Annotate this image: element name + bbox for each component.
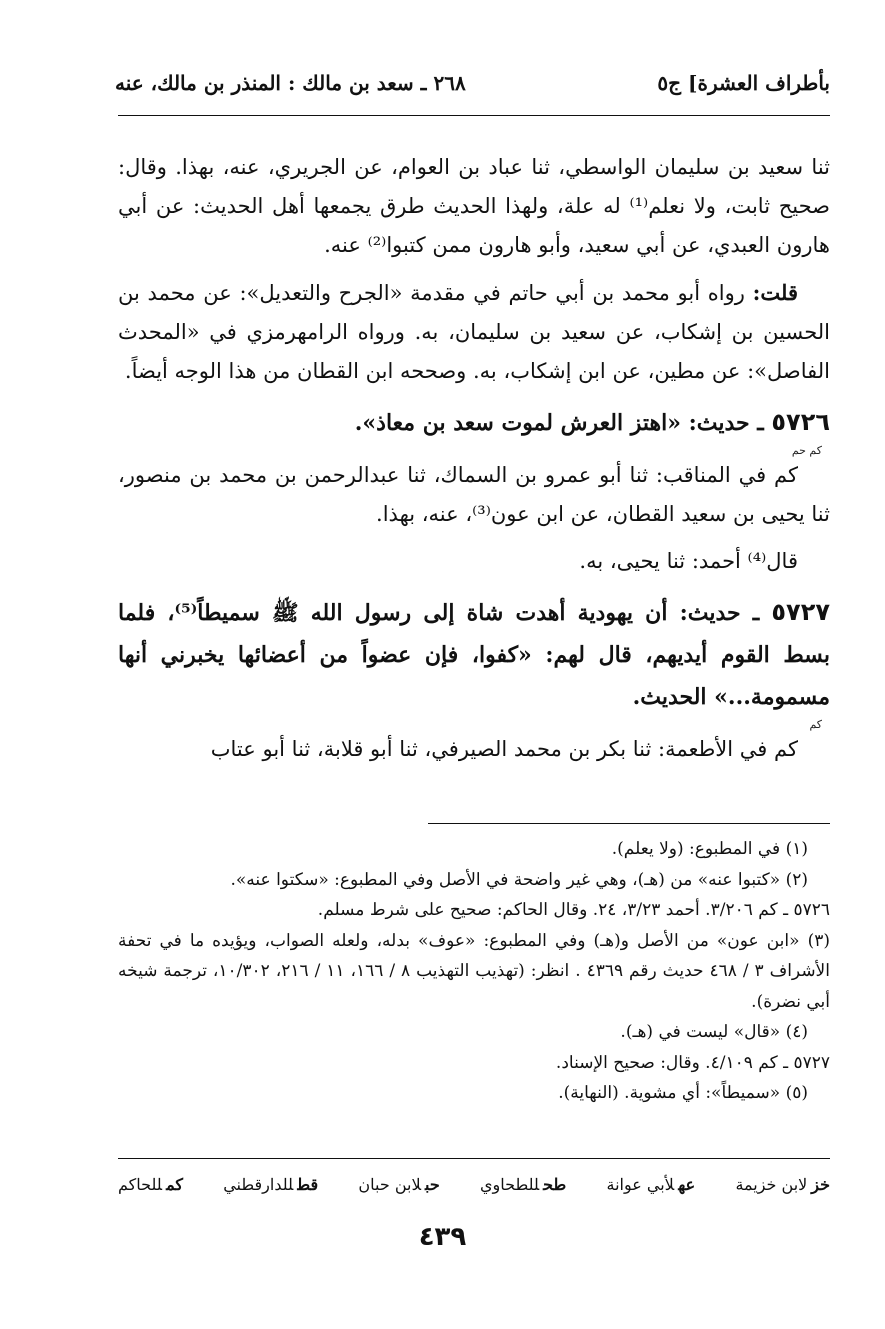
hadith-5727 bbox=[118, 591, 830, 718]
abbreviations-divider bbox=[118, 1158, 830, 1159]
abbreviation-item: حبلابن حبان bbox=[358, 1175, 440, 1194]
abbreviation-item: عهلأبي عوانة bbox=[606, 1175, 696, 1194]
footnote-2: (٢) «كتبوا عنه» من (هـ)، وهي غير واضحة في الأصل وفي المطبوع: «سكتوا عنه». bbox=[230, 869, 808, 890]
footnote-3: (٣) «ابن عون» من الأصل و(هـ) وفي المطبوع: «عوف» بدله، ولعله الصواب، ويؤيده ما في تحفة الأشراف ٣ / ٤٦٨ حديث رقم ٤٣٦٩ . انظر: (تهذيب التهذيب ٨ / ١٦٦، ١١ / ٢١٦، ١٠/٣٠٢، ترجمة شيخه أبي نضرة). bbox=[118, 930, 830, 1012]
abbreviation-item: خزلابن خزيمة bbox=[735, 1175, 830, 1194]
header-book-title: بأطراف العشرة] ج٥ bbox=[657, 71, 830, 95]
paragraph-2-text: رواه أبو محمد بن أبي حاتم في مقدمة «الجرح والتعديل»: عن محمد بن الحسين بن إشكاب، عن سعيد بن سليمان، به. ورواه الرامهرمزي في «المحدث الفاصل»: عن مطين، عن ابن إشكاب، به. وصححه ابن القطان من هذا الوجه أيضاً. bbox=[118, 281, 830, 383]
abbreviation-item: كمللحاكم bbox=[118, 1175, 183, 1194]
footnote-4: (٤) «قال» ليست في (هـ). bbox=[620, 1022, 808, 1042]
paragraph-1: ثنا سعيد بن سليمان الواسطي، ثنا عباد بن العوام، عن الجريري، عنه، بهذا. وقال: صحيح ثابت، ولا نعلم⁽¹⁾ له علة، ولهذا الحديث طرق يجمعها أهل الحديث: عن أبي هارون العبدي، عن أبي سعيد، وأبو هارون ممن كتبوا⁽²⁾ عنه. bbox=[118, 155, 830, 257]
footnotes bbox=[118, 834, 830, 1109]
hadith-5727-number: ٥٧٢٧ bbox=[771, 598, 830, 626]
running-header bbox=[115, 62, 830, 104]
header-divider bbox=[118, 115, 830, 116]
hadith-5727-source-marker: كم bbox=[809, 718, 822, 731]
hadith-5726-number: ٥٧٢٦ bbox=[771, 408, 830, 436]
paragraph-5: كم في الأطعمة: ثنا بكر بن محمد الصيرفي، ثنا أبو قلابة، ثنا أبو عتاب bbox=[210, 737, 798, 761]
paragraph-4: قال⁽⁴⁾ أحمد: ثنا يحيى، به. bbox=[579, 549, 798, 573]
abbreviation-item: طحللطحاوي bbox=[480, 1175, 567, 1194]
footnote-takhrij-5726: ٥٧٢٦ ـ كم ٣/٢٠٦. أحمد ٣/٢٣، ٢٤. وقال الحاكم: صحيح على شرط مسلم. bbox=[317, 900, 830, 920]
header-section-title: ٢٦٨ ـ سعد بن مالك : المنذر بن مالك، عنه bbox=[115, 71, 466, 95]
hadith-5727-text: ـ حديث: أن يهودية أهدت شاة إلى رسول الله ﷺ سميطاً⁽⁵⁾، فلما بسط القوم أيديهم، قال لهم: «كفوا، فإن عضواً من أعضائها يخبرني أنها مسمومة...» الحديث. bbox=[118, 600, 830, 710]
abbreviations-key bbox=[118, 1170, 830, 1200]
abbreviation-item: قطللدارقطني bbox=[223, 1175, 319, 1194]
page-number: ٤٣٩ bbox=[418, 1222, 467, 1252]
main-text bbox=[118, 148, 830, 777]
hadith-5726-text: ـ حديث: «اهتز العرش لموت سعد بن معاذ». bbox=[354, 410, 764, 436]
footnote-1: (١) في المطبوع: (ولا يعلم). bbox=[611, 839, 808, 859]
hadith-5726 bbox=[118, 401, 830, 444]
hadith-5726-source-marker: كم حم bbox=[791, 444, 822, 457]
paragraph-3: كم في المناقب: ثنا أبو عمرو بن السماك، ثنا عبدالرحمن بن محمد بن منصور، ثنا يحيى بن سعيد القطان، عن ابن عون⁽³⁾، عنه، بهذا. bbox=[118, 463, 830, 526]
paragraph-2 bbox=[118, 273, 830, 391]
footnote-takhrij-5727: ٥٧٢٧ ـ كم ٤/١٠٩. وقال: صحيح الإسناد. bbox=[555, 1052, 830, 1073]
footnote-5: (٥) «سميطاً»: أي مشوية. (النهاية). bbox=[558, 1083, 808, 1103]
paragraph-2-label: قلت: bbox=[752, 280, 798, 305]
footnote-divider bbox=[428, 823, 830, 824]
